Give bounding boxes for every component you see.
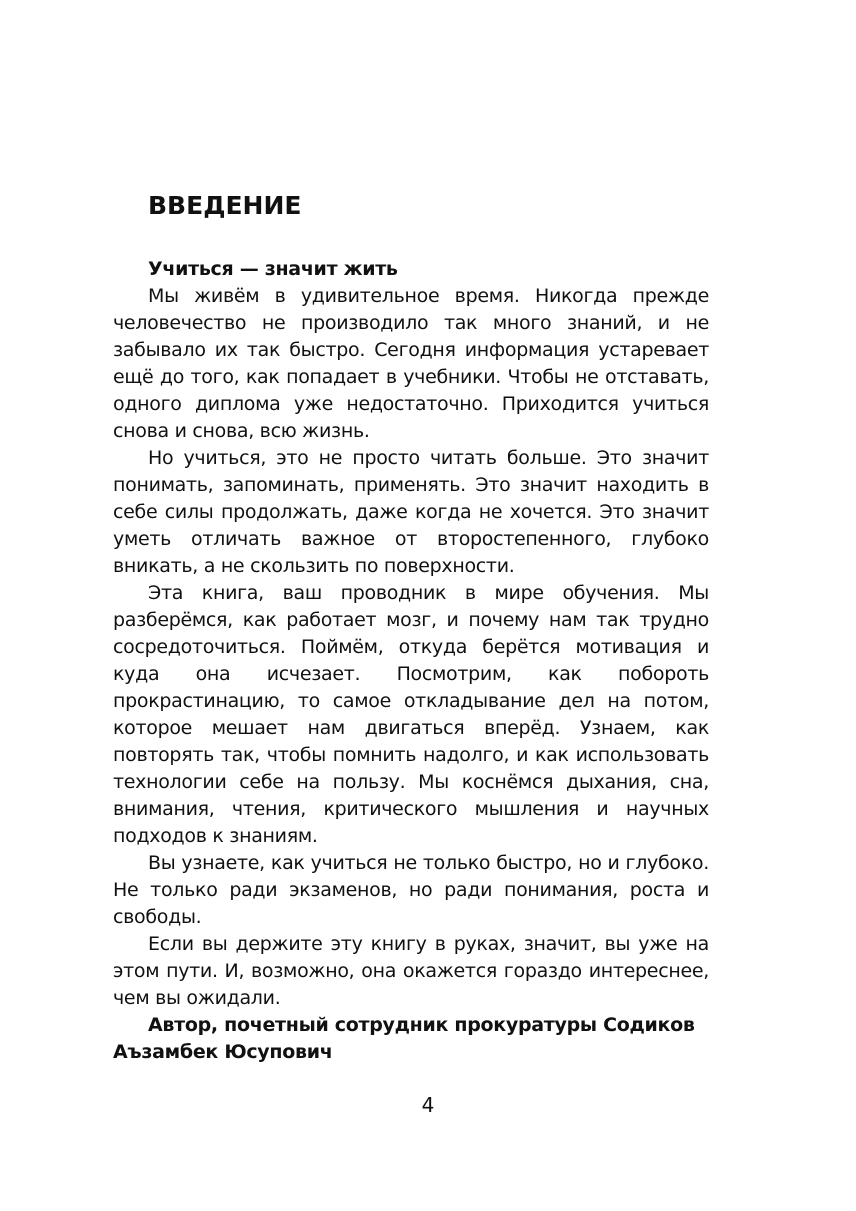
paragraph-3: Эта книга, ваш проводник в мире обучения. Мы разберёмся, как работает мозг, и почему нам так трудно сосредоточиться. Поймём, откуда берётся мотивация и куда она исчезает. Посмотрим, как побороть прокрастинацию, то самое откладывание дел на потом, которое мешает нам двигаться вперёд. Узнаем, как повторять так, чтобы помнить надолго, и как использовать технологии себе на пользу. Мы коснёмся дыхания, сна, внимания, чтения, критического мышления и научных подходов к знаниям. [113, 582, 709, 847]
section-subheading: Учиться — значит жить [148, 258, 398, 280]
author-signature: Автор, почетный сотрудник прокуратуры Содиков Аъзамбек Юсупович [113, 1014, 695, 1063]
body-text [113, 256, 709, 1066]
paragraph-4: Вы узнаете, как учиться не только быстро, но и глубоко. Не только ради экзаменов, но ради понимания, роста и свободы. [113, 852, 709, 928]
page-title: ВВЕДЕНИЕ [148, 191, 302, 220]
paragraph-2: Но учиться, это не просто читать больше. Это значит понимать, запоминать, применять. Это значит находить в себе силы продолжать, даже когда не хочется. Это значит уметь отличать важное от второстепенного, глубоко вникать, а не скользить по поверхности. [113, 447, 709, 577]
paragraph-5: Если вы держите эту книгу в руках, значит, вы уже на этом пути. И, возможно, она окажется гораздо интереснее, чем вы ожидали. [113, 933, 709, 1009]
paragraph-1: Мы живём в удивительное время. Никогда прежде человечество не производило так много знаний, и не забывало их так быстро. Сегодня информация устаревает ещё до того, как попадает в учебники. Чтобы не отставать, одного диплома уже недостаточно. Приходится учиться снова и снова, всю жизнь. [113, 285, 709, 442]
page-number: 4 [421, 1093, 435, 1117]
